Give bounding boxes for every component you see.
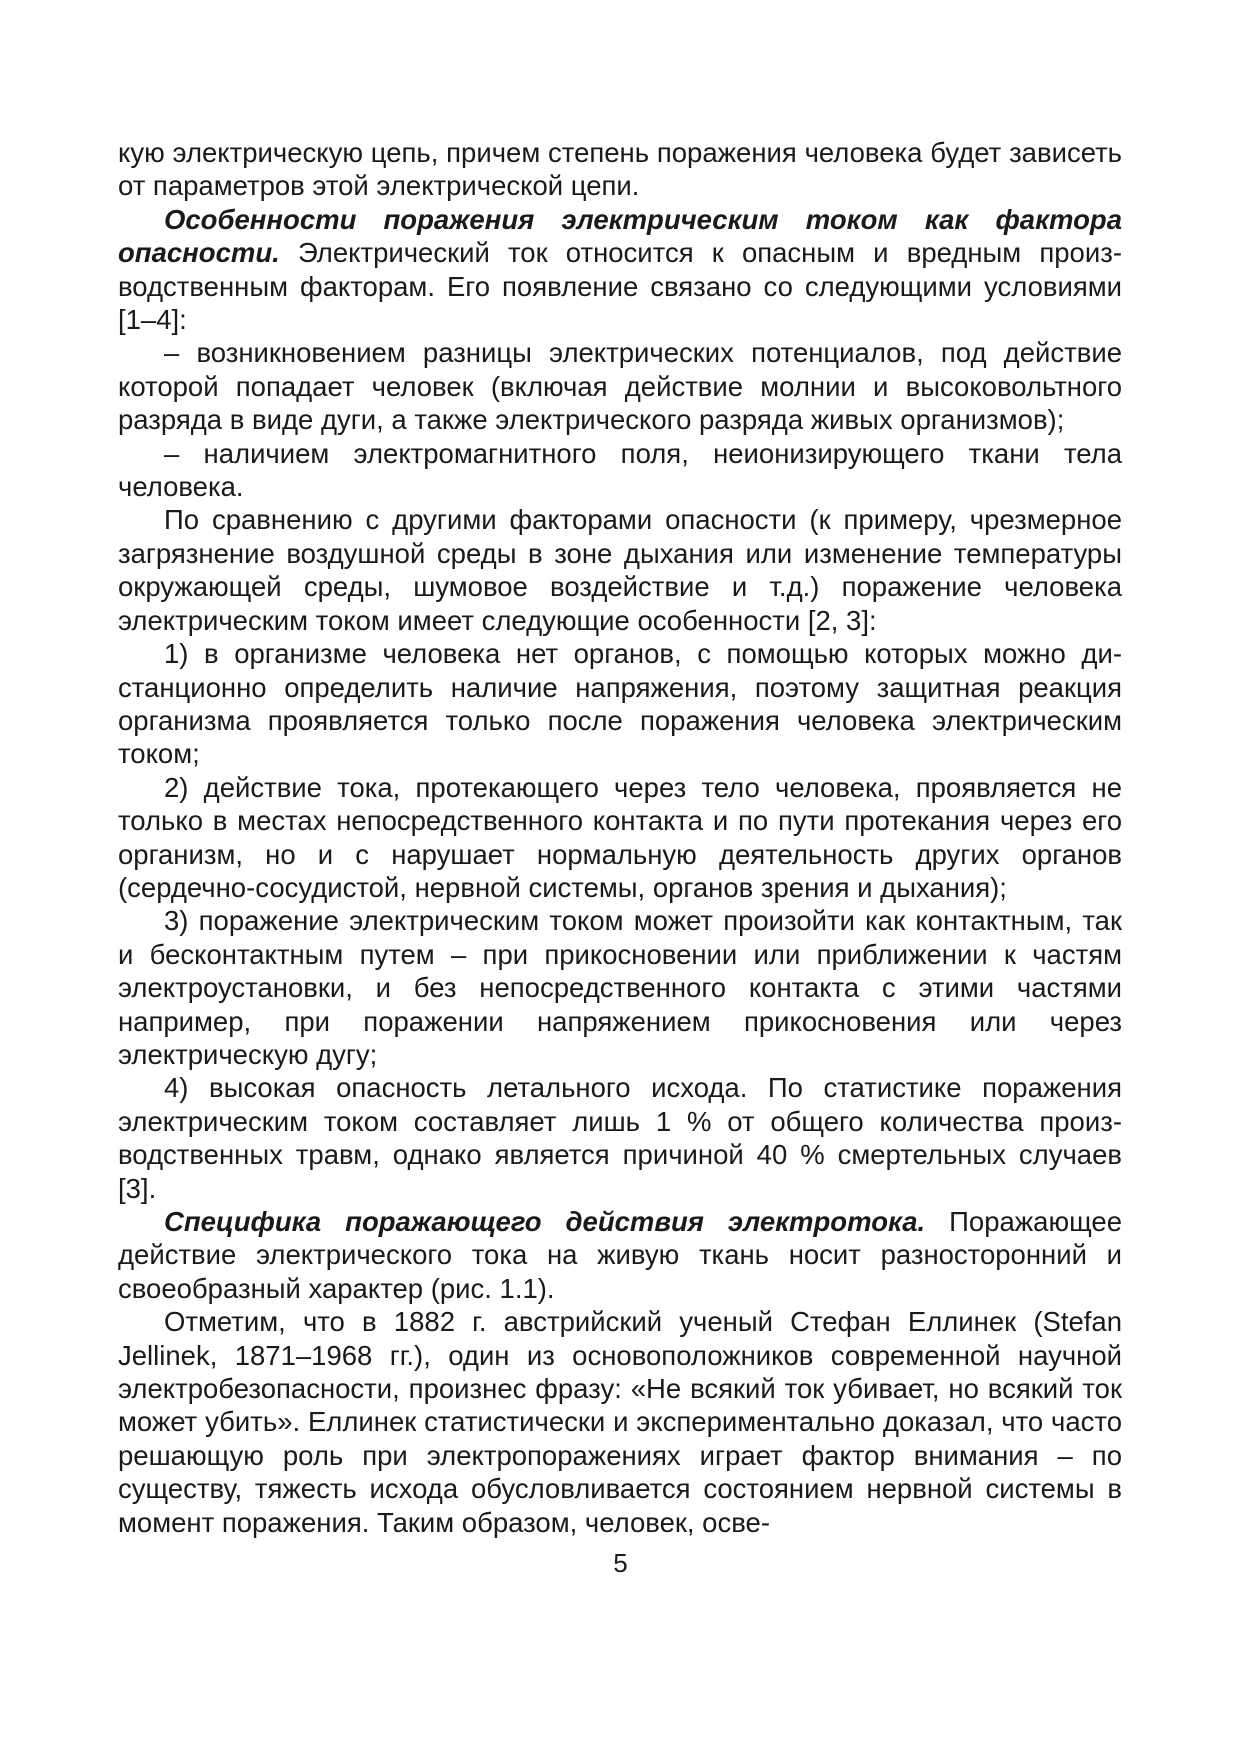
- document-body: [118, 136, 1122, 1539]
- list-item: 3) поражение электрическим током может произойти как контактным, так и бесконтактным путем – при прикосновении или приближении к частям электроустановки, и без непосредственного контакта с этими частями например, при поражении напряжением прикосновения или через электрическую дугу;: [118, 905, 1122, 1070]
- paragraph-11: [118, 1305, 1122, 1539]
- paragraph-text: кую электрическую цепь, причем степень поражения человека будет зависеть от параметров этой электрической цепи.: [118, 137, 1122, 202]
- paragraph-2: [118, 203, 1122, 337]
- paragraph-text: По сравнению с другими факторами опасности (к примеру, чрезмерное загрязнение воздушной среды в зоне дыхания или изменение температуры окружающей среды, шумовое воздействие и т.д.) поражение человека электрическим током имеет следующие особенности [2, 3]:: [118, 504, 1122, 636]
- paragraph-5: [118, 503, 1122, 637]
- paragraph-8: [118, 904, 1122, 1071]
- list-item: 4) высокая опасность летального исхода. По статистике поражения электрическим током составляет лишь 1 % от общего количества производственных травм, однако является причиной 40 % смертельных случаев [3].: [118, 1072, 1122, 1204]
- list-item: – возникновением разницы электрических потенциалов, под действие которой попадает человек (включая действие молнии и высоковольтного разряда в виде дуги, а также электрического разряда живых организмов);: [118, 337, 1122, 436]
- paragraph-6: [118, 637, 1122, 771]
- paragraph-text: Электрический ток относится к опасным и вредным производственным факторам. Его появление связано со следующими условиями [1–4]:: [118, 237, 1122, 336]
- paragraph-7: [118, 771, 1122, 905]
- paragraph-4: [118, 437, 1122, 504]
- paragraph-text: Отметим, что в 1882 г. австрийский ученый Стефан Еллинек (Stefan Jellinek, 1871–1968 гг.), один из основоположников современной научной электробезопасности, произнес фразу: «Не всякий ток убивает, но всякий ток может убить». Еллинек статистически и экспериментально доказал, что часто решающую роль при электропоражениях играет фактор внимания – по существу, тяжесть исхода обусловливается состоянием нервной системы в момент поражения. Таким образом, человек, осве-: [118, 1306, 1122, 1538]
- section-heading: Специфика поражающего действия электротока.: [164, 1206, 926, 1237]
- list-item: 1) в организме человека нет органов, с помощью которых можно дистанционно определить наличие напряжения, поэтому защитная реакция организма проявляется только после поражения человека электрическим током;: [118, 638, 1122, 770]
- list-item: – наличием электромагнитного поля, неионизирующего ткани тела человека.: [118, 437, 1122, 503]
- page-number: 5: [613, 1548, 628, 1578]
- paragraph-10: [118, 1205, 1122, 1305]
- list-item: 2) действие тока, протекающего через тело человека, проявляется не только в местах непосредственного контакта и по пути протекания через его организм, но и с нарушает нормальную деятельность других органов (сердечно-сосудистой, нервной системы, органов зрения и дыхания);: [118, 771, 1122, 903]
- paragraph-9: [118, 1071, 1122, 1205]
- paragraph-1: [118, 136, 1122, 203]
- section-heading: Особенности поражения электрическим током как фактора опасности.: [118, 203, 1122, 269]
- paragraph-text: Поражающее действие электрического тока на живую ткань носит разносторонний и своеобразный характер (рис. 1.1).: [118, 1206, 1123, 1304]
- paragraph-3: [118, 336, 1122, 436]
